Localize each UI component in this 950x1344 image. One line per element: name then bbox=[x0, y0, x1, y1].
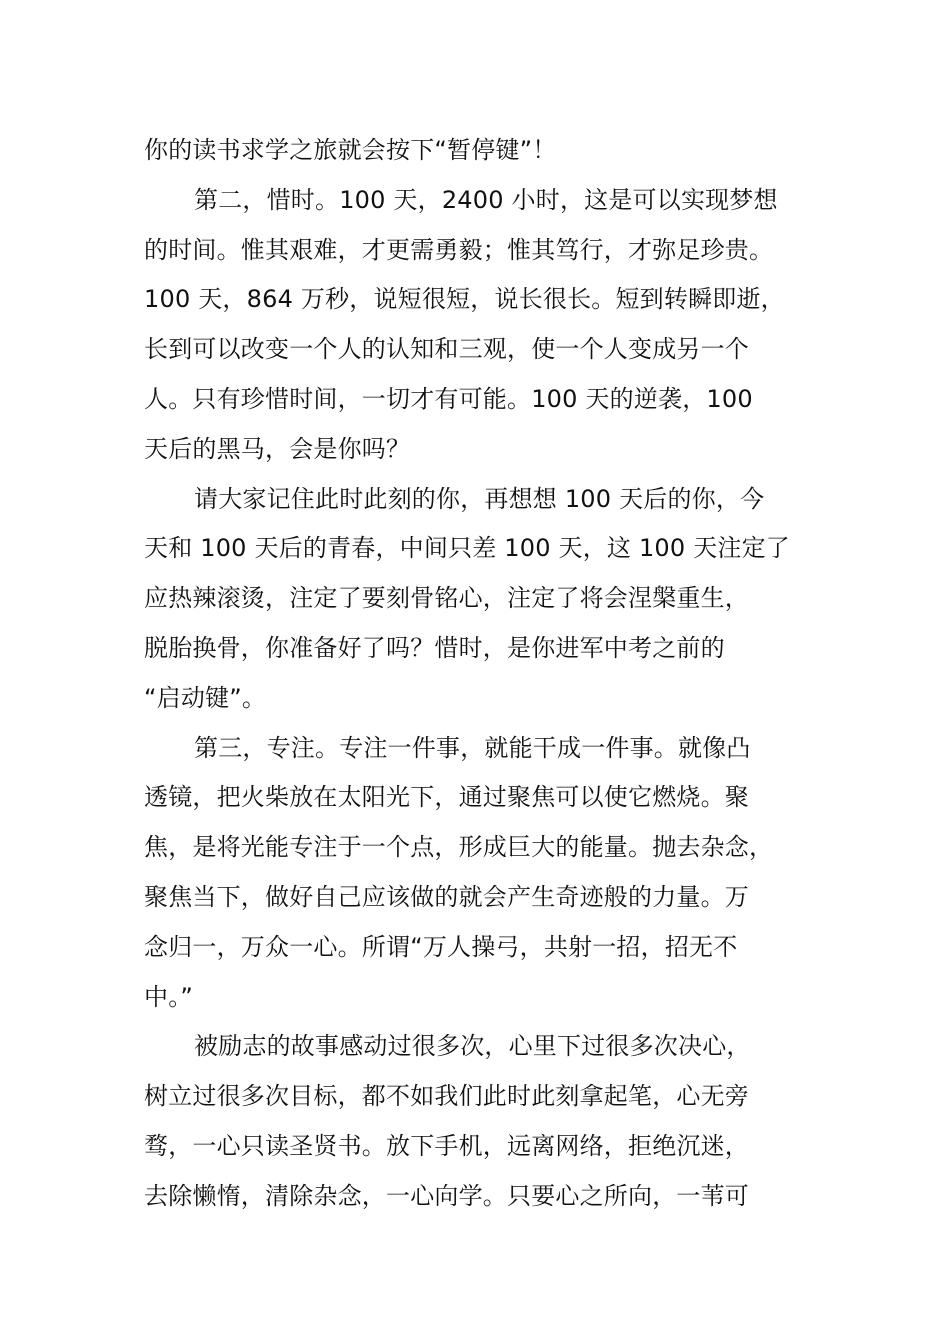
text-line: 的时间。惟其艰难，才更需勇毅；惟其笃行，才弥足珍贵。 bbox=[144, 235, 774, 264]
text-line: 100 天，864 万秒，说短很短，说长很长。短到转瞬即逝， bbox=[144, 285, 785, 314]
paragraph-start-line: 第三，专注。专注一件事，就能干成一件事。就像凸 bbox=[194, 733, 751, 762]
text-line: 应热辣滚烫，注定了要刻骨铭心，注定了将会涅槃重生， bbox=[144, 584, 749, 613]
paragraph-start-line: 被励志的故事感动过很多次，心里下过很多次决心， bbox=[194, 1032, 751, 1061]
paragraph-start-line: 第二，惜时。100 天，2400 小时，这是可以实现梦想 bbox=[194, 185, 778, 214]
text-line: 天和 100 天后的青春，中间只差 100 天，这 100 天注定了 bbox=[144, 534, 790, 563]
text-line: 焦，是将光能专注于一个点，形成巨大的能量。抛去杂念， bbox=[144, 833, 774, 862]
text-line: 树立过很多次目标，都不如我们此时此刻拿起笔，心无旁 bbox=[144, 1082, 749, 1111]
body-text bbox=[144, 126, 810, 1222]
text-line: 去除懒惰，清除杂念，一心向学。只要心之所向，一苇可 bbox=[144, 1181, 749, 1210]
text-line: 骛，一心只读圣贤书。放下手机，远离网络，拒绝沉迷， bbox=[144, 1131, 749, 1160]
text-line: 人。只有珍惜时间，一切才有可能。100 天的逆袭，100 bbox=[144, 384, 753, 413]
paragraph-start-line: 请大家记住此时此刻的你，再想想 100 天后的你，今 bbox=[194, 484, 765, 513]
text-line: 聚焦当下，做好自己应该做的就会产生奇迹般的力量。万 bbox=[144, 882, 749, 911]
text-line: 透镜，把火柴放在太阳光下，通过聚焦可以使它燃烧。聚 bbox=[144, 783, 749, 812]
text-line: 你的读书求学之旅就会按下“暂停键”！ bbox=[144, 136, 557, 164]
text-line: “启动键”。 bbox=[144, 683, 267, 712]
text-line: 念归一，万众一心。所谓“万人操弓，共射一招，招无不 bbox=[144, 932, 738, 961]
text-line: 中。” bbox=[144, 982, 194, 1011]
text-line: 长到可以改变一个人的认知和三观，使一个人变成另一个 bbox=[144, 335, 749, 364]
text-line: 脱胎换骨，你准备好了吗？惜时，是你进军中考之前的 bbox=[144, 633, 725, 662]
text-line: 天后的黑马，会是你吗？ bbox=[144, 434, 411, 463]
